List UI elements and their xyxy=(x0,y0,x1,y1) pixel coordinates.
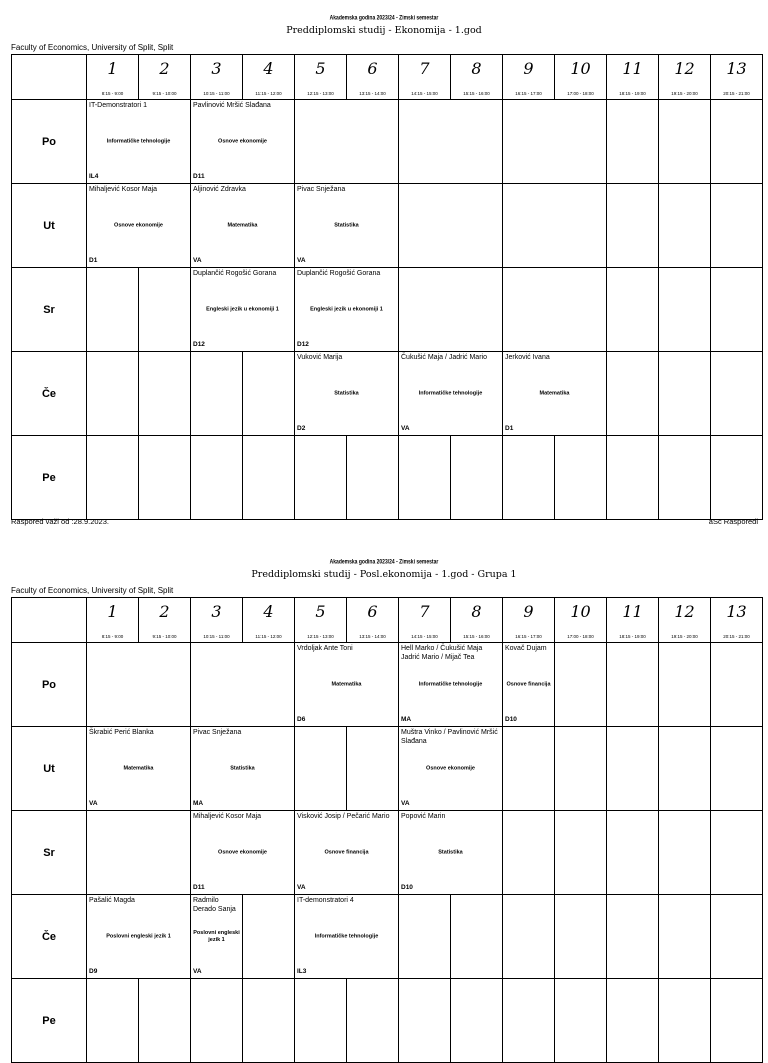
period-time: 17:00 - 18:00 xyxy=(567,634,594,639)
empty-slot xyxy=(139,268,191,352)
period-header xyxy=(399,55,451,100)
empty-slot xyxy=(659,268,711,352)
empty-slot xyxy=(451,895,503,979)
lesson-teacher: Pašalić Magda xyxy=(89,897,135,904)
empty-slot xyxy=(503,184,607,268)
period-time: 15:15 - 16:00 xyxy=(463,91,490,96)
empty-slot xyxy=(191,979,243,1063)
period-number: 7 xyxy=(419,59,430,78)
lesson-cell[interactable] xyxy=(87,100,191,184)
empty-slot xyxy=(399,895,451,979)
lesson-subject: Osnove financija xyxy=(324,849,369,855)
lesson-subject: Engleski jezik u ekonomiji 1 xyxy=(310,306,383,312)
lesson-subject: Matematika xyxy=(331,681,362,687)
period-header xyxy=(295,55,347,100)
empty-slot xyxy=(399,268,503,352)
period-header xyxy=(711,55,763,100)
empty-slot xyxy=(607,100,659,184)
day-row xyxy=(12,352,763,436)
lesson-room: VA xyxy=(297,884,306,891)
lesson-subject: Matematika xyxy=(227,222,258,228)
lesson-teacher: Vuković Marija xyxy=(297,354,343,361)
lesson-subject: Informatičke tehnologije xyxy=(418,390,483,396)
period-number: 10 xyxy=(570,602,591,621)
lesson-subject: Osnove financija xyxy=(506,681,551,687)
period-time: 9:15 - 10:00 xyxy=(152,91,177,96)
empty-slot xyxy=(399,100,503,184)
period-header xyxy=(399,598,451,643)
empty-slot xyxy=(711,436,763,520)
lesson-subject: Osnove ekonomije xyxy=(218,138,267,144)
period-number: 12 xyxy=(674,59,695,78)
period-time: 11:15 - 12:00 xyxy=(255,634,282,639)
lesson-teacher: Duplančić Rogošić Gorana xyxy=(193,270,277,277)
period-number: 5 xyxy=(315,602,326,621)
lesson-teacher: Mihaljević Kosor Maja xyxy=(89,186,158,193)
lesson-cell[interactable] xyxy=(191,895,243,979)
empty-slot xyxy=(399,184,503,268)
day-row xyxy=(12,811,763,895)
period-number: 13 xyxy=(726,602,747,621)
lesson-teacher: Škrabić Perić Blanka xyxy=(89,729,154,736)
empty-slot xyxy=(139,436,191,520)
empty-slot xyxy=(191,436,243,520)
lesson-cell[interactable] xyxy=(295,643,399,727)
period-time: 12:15 - 13:00 xyxy=(307,634,334,639)
lesson-cell[interactable] xyxy=(399,811,503,895)
empty-slot xyxy=(711,352,763,436)
lesson-room: D2 xyxy=(297,425,306,432)
day-row xyxy=(12,436,763,520)
day-label: Če xyxy=(12,895,87,979)
lesson-room: D6 xyxy=(297,716,306,723)
period-header xyxy=(659,598,711,643)
day-row xyxy=(12,979,763,1063)
lesson-teacher: Hell Marko / Čukušić Maja Jadrić Mario / Mijač Tea xyxy=(401,645,483,661)
lesson-teacher: Pavlinović Mršić Slađana xyxy=(193,102,271,109)
empty-slot xyxy=(711,268,763,352)
period-number: 9 xyxy=(523,59,534,78)
lesson-room: D9 xyxy=(89,968,98,975)
lesson-cell[interactable] xyxy=(191,268,295,352)
lesson-room: VA xyxy=(297,257,306,264)
period-time: 10:15 - 11:00 xyxy=(203,634,230,639)
empty-slot xyxy=(607,268,659,352)
empty-slot xyxy=(555,979,607,1063)
empty-slot xyxy=(607,727,659,811)
empty-slot xyxy=(399,979,451,1063)
schedule-title: Preddiplomski studij - Ekonomija - 1.god xyxy=(286,25,482,36)
day-label: Pe xyxy=(12,436,87,520)
empty-slot xyxy=(607,436,659,520)
lesson-room: D10 xyxy=(401,884,413,891)
timetable-grid xyxy=(11,54,763,520)
lesson-room: D12 xyxy=(297,341,309,348)
lesson-subject: Informatičke tehnologije xyxy=(314,933,379,939)
lesson-cell[interactable] xyxy=(87,727,191,811)
lesson-room: D1 xyxy=(89,257,98,264)
period-time: 16:15 - 17:00 xyxy=(515,91,542,96)
period-time: 10:15 - 11:00 xyxy=(203,91,230,96)
lesson-subject: Osnove ekonomije xyxy=(218,849,267,855)
lesson-cell[interactable] xyxy=(87,895,191,979)
lesson-teacher: Visković Josip / Pečarić Mario xyxy=(297,813,390,820)
period-number: 12 xyxy=(674,602,695,621)
period-time: 17:00 - 18:00 xyxy=(567,91,594,96)
lesson-teacher: Radmilo Derado Sanja xyxy=(193,897,236,913)
empty-slot xyxy=(243,895,295,979)
lesson-cell[interactable] xyxy=(191,727,295,811)
period-number: 8 xyxy=(471,59,482,78)
lesson-subject: Statistika xyxy=(230,765,255,771)
lesson-room: D10 xyxy=(505,716,517,723)
period-time: 8:15 - 9:00 xyxy=(101,91,124,96)
day-label: Ut xyxy=(12,184,87,268)
period-number: 8 xyxy=(471,602,482,621)
lesson-cell[interactable] xyxy=(295,895,399,979)
empty-slot xyxy=(191,352,243,436)
empty-slot xyxy=(503,727,555,811)
period-time: 19:15 - 20:00 xyxy=(671,634,698,639)
lesson-cell[interactable] xyxy=(399,643,503,727)
period-header xyxy=(139,598,191,643)
period-header-row xyxy=(12,598,763,643)
empty-slot xyxy=(503,100,607,184)
lesson-subject: Matematika xyxy=(539,390,570,396)
empty-slot xyxy=(555,643,607,727)
empty-slot xyxy=(295,100,399,184)
period-number: 6 xyxy=(367,59,378,78)
period-header-row xyxy=(12,55,763,100)
empty-slot xyxy=(451,436,503,520)
lesson-cell[interactable] xyxy=(295,268,399,352)
lesson-teacher: Popović Marin xyxy=(401,813,446,820)
empty-slot xyxy=(243,979,295,1063)
empty-slot xyxy=(87,643,191,727)
period-header xyxy=(87,55,139,100)
lesson-cell[interactable] xyxy=(399,352,503,436)
empty-slot xyxy=(711,811,763,895)
empty-slot xyxy=(711,100,763,184)
empty-slot xyxy=(555,895,607,979)
empty-slot xyxy=(659,979,711,1063)
period-header xyxy=(659,55,711,100)
lesson-teacher: Pivac Snježana xyxy=(297,186,346,193)
period-number: 13 xyxy=(726,59,747,78)
lesson-room: VA xyxy=(401,800,410,807)
empty-slot xyxy=(503,895,555,979)
empty-slot xyxy=(555,811,607,895)
lesson-teacher: Pivac Snježana xyxy=(193,729,242,736)
period-header xyxy=(295,598,347,643)
empty-slot xyxy=(87,268,139,352)
valid-from-note: Raspored važi od :28.9.2023. xyxy=(11,517,109,526)
lesson-room: VA xyxy=(193,257,202,264)
lesson-teacher: Kovač Dujam xyxy=(505,645,547,652)
lesson-cell[interactable] xyxy=(503,643,555,727)
day-label: Sr xyxy=(12,268,87,352)
lesson-room: MA xyxy=(401,716,412,723)
period-number: 11 xyxy=(622,59,643,78)
lesson-subject: Poslovni engleski jezik 1 xyxy=(193,929,240,943)
empty-slot xyxy=(503,811,555,895)
empty-slot xyxy=(555,727,607,811)
period-number: 10 xyxy=(570,59,591,78)
empty-slot xyxy=(503,268,607,352)
lesson-room: VA xyxy=(89,800,98,807)
empty-slot xyxy=(451,979,503,1063)
empty-slot xyxy=(659,811,711,895)
lesson-subject: Informatičke tehnologije xyxy=(106,138,171,144)
lesson-room: VA xyxy=(193,968,202,975)
period-header xyxy=(607,55,659,100)
period-number: 2 xyxy=(159,59,170,78)
empty-slot xyxy=(711,727,763,811)
day-label: Sr xyxy=(12,811,87,895)
empty-slot xyxy=(295,436,347,520)
lesson-teacher: Čukušić Maja / Jadrić Mario xyxy=(401,354,487,361)
day-row xyxy=(12,895,763,979)
period-header xyxy=(139,55,191,100)
lesson-subject: Statistika xyxy=(334,222,359,228)
empty-slot xyxy=(87,436,139,520)
lesson-room: D1 xyxy=(505,425,514,432)
day-row xyxy=(12,727,763,811)
empty-slot xyxy=(347,436,399,520)
lesson-subject: Engleski jezik u ekonomiji 1 xyxy=(206,306,279,312)
software-credit: aSc Rasporedi xyxy=(708,517,758,526)
schedule-subtitle: Akademska godina 2023/24 - Zimski semestar xyxy=(329,14,439,22)
lesson-cell[interactable] xyxy=(503,352,607,436)
empty-slot xyxy=(659,643,711,727)
empty-slot xyxy=(295,979,347,1063)
empty-slot xyxy=(607,352,659,436)
day-row xyxy=(12,268,763,352)
empty-slot xyxy=(87,979,139,1063)
period-time: 19:15 - 20:00 xyxy=(671,91,698,96)
lesson-teacher: Duplančić Rogošić Gorana xyxy=(297,270,381,277)
period-header xyxy=(243,55,295,100)
period-header xyxy=(347,55,399,100)
empty-slot xyxy=(243,352,295,436)
empty-slot xyxy=(87,811,191,895)
lesson-cell[interactable] xyxy=(399,727,503,811)
period-time: 20:15 - 21:00 xyxy=(723,91,750,96)
lesson-room: IL3 xyxy=(297,968,307,975)
period-header xyxy=(503,598,555,643)
period-number: 2 xyxy=(159,602,170,621)
lesson-teacher: Vrdoljak Ante Toni xyxy=(297,645,353,652)
empty-slot xyxy=(711,895,763,979)
corner-cell xyxy=(12,598,87,643)
lesson-teacher: IT-Demonstratori 1 xyxy=(89,102,147,109)
empty-slot xyxy=(607,979,659,1063)
period-number: 5 xyxy=(315,59,326,78)
day-label: Ut xyxy=(12,727,87,811)
empty-slot xyxy=(243,436,295,520)
lesson-teacher: Aljinović Zdravka xyxy=(193,186,246,193)
period-time: 20:15 - 21:00 xyxy=(723,634,750,639)
day-row xyxy=(12,643,763,727)
empty-slot xyxy=(139,352,191,436)
period-time: 12:15 - 13:00 xyxy=(307,91,334,96)
period-header xyxy=(451,55,503,100)
period-number: 6 xyxy=(367,602,378,621)
faculty-name: Faculty of Economics, University of Split, Split xyxy=(11,43,174,52)
faculty-name: Faculty of Economics, University of Split, Split xyxy=(11,586,174,595)
empty-slot xyxy=(607,184,659,268)
period-number: 3 xyxy=(211,59,222,78)
period-number: 9 xyxy=(523,602,534,621)
lesson-cell[interactable] xyxy=(191,100,295,184)
period-time: 14:15 - 15:00 xyxy=(411,91,438,96)
period-number: 3 xyxy=(211,602,222,621)
empty-slot xyxy=(659,436,711,520)
lesson-cell[interactable] xyxy=(87,184,191,268)
lesson-subject: Osnove ekonomije xyxy=(426,765,475,771)
empty-slot xyxy=(659,727,711,811)
day-label: Po xyxy=(12,643,87,727)
period-header xyxy=(451,598,503,643)
empty-slot xyxy=(503,436,555,520)
lesson-teacher: Jerković Ivana xyxy=(505,354,550,361)
schedule-subtitle: Akademska godina 2023/24 - Zimski semestar xyxy=(329,558,439,566)
period-number: 4 xyxy=(263,59,274,78)
lesson-teacher: Muštra Vinko / Pavlinović Mršić Slađana xyxy=(401,729,498,745)
lesson-subject: Poslovni engleski jezik 1 xyxy=(106,933,171,939)
period-header xyxy=(711,598,763,643)
empty-slot xyxy=(347,727,399,811)
empty-slot xyxy=(711,184,763,268)
period-header xyxy=(191,55,243,100)
period-number: 1 xyxy=(107,59,118,78)
empty-slot xyxy=(607,895,659,979)
lesson-cell[interactable] xyxy=(295,811,399,895)
period-time: 18:15 - 19:00 xyxy=(619,634,646,639)
empty-slot xyxy=(191,643,295,727)
empty-slot xyxy=(399,436,451,520)
period-time: 13:15 - 14:00 xyxy=(359,91,386,96)
empty-slot xyxy=(503,979,555,1063)
period-time: 14:15 - 15:00 xyxy=(411,634,438,639)
lesson-teacher: Mihaljević Kosor Maja xyxy=(193,813,262,820)
period-header xyxy=(555,55,607,100)
empty-slot xyxy=(295,727,347,811)
empty-slot xyxy=(659,352,711,436)
period-header xyxy=(191,598,243,643)
lesson-room: MA xyxy=(193,800,204,807)
day-label: Pe xyxy=(12,979,87,1063)
lesson-cell[interactable] xyxy=(191,811,295,895)
period-number: 7 xyxy=(419,602,430,621)
empty-slot xyxy=(659,100,711,184)
lesson-subject: Statistika xyxy=(334,390,359,396)
empty-slot xyxy=(87,352,139,436)
empty-slot xyxy=(607,643,659,727)
empty-slot xyxy=(711,979,763,1063)
period-time: 16:15 - 17:00 xyxy=(515,634,542,639)
lesson-room: D12 xyxy=(193,341,205,348)
period-number: 1 xyxy=(107,602,118,621)
period-header xyxy=(555,598,607,643)
period-header xyxy=(87,598,139,643)
empty-slot xyxy=(607,811,659,895)
empty-slot xyxy=(711,643,763,727)
day-row xyxy=(12,100,763,184)
lesson-teacher: IT-demonstratori 4 xyxy=(297,897,354,904)
empty-slot xyxy=(139,979,191,1063)
period-time: 11:15 - 12:00 xyxy=(255,91,282,96)
lesson-subject: Statistika xyxy=(438,849,463,855)
timetable-grid xyxy=(11,597,763,1063)
day-row xyxy=(12,184,763,268)
lesson-cell[interactable] xyxy=(191,184,295,268)
period-header xyxy=(607,598,659,643)
lesson-subject: Informatičke tehnologije xyxy=(418,681,483,687)
period-header xyxy=(243,598,295,643)
empty-slot xyxy=(555,436,607,520)
corner-cell xyxy=(12,55,87,100)
day-label: Če xyxy=(12,352,87,436)
lesson-cell[interactable] xyxy=(295,352,399,436)
period-time: 8:15 - 9:00 xyxy=(101,634,124,639)
empty-slot xyxy=(659,895,711,979)
period-time: 15:15 - 16:00 xyxy=(463,634,490,639)
lesson-room: D11 xyxy=(193,173,205,180)
lesson-room: IL4 xyxy=(89,173,99,180)
period-time: 9:15 - 10:00 xyxy=(152,634,177,639)
lesson-cell[interactable] xyxy=(295,184,399,268)
schedule-title: Preddiplomski studij - Posl.ekonomija - 1.god - Grupa 1 xyxy=(251,569,517,580)
period-number: 11 xyxy=(622,602,643,621)
period-time: 13:15 - 14:00 xyxy=(359,634,386,639)
lesson-room: VA xyxy=(401,425,410,432)
lesson-room: D11 xyxy=(193,884,205,891)
lesson-subject: Osnove ekonomije xyxy=(114,222,163,228)
empty-slot xyxy=(659,184,711,268)
period-header xyxy=(503,55,555,100)
empty-slot xyxy=(347,979,399,1063)
lesson-subject: Matematika xyxy=(123,765,154,771)
day-label: Po xyxy=(12,100,87,184)
period-header xyxy=(347,598,399,643)
period-number: 4 xyxy=(263,602,274,621)
period-time: 18:15 - 19:00 xyxy=(619,91,646,96)
